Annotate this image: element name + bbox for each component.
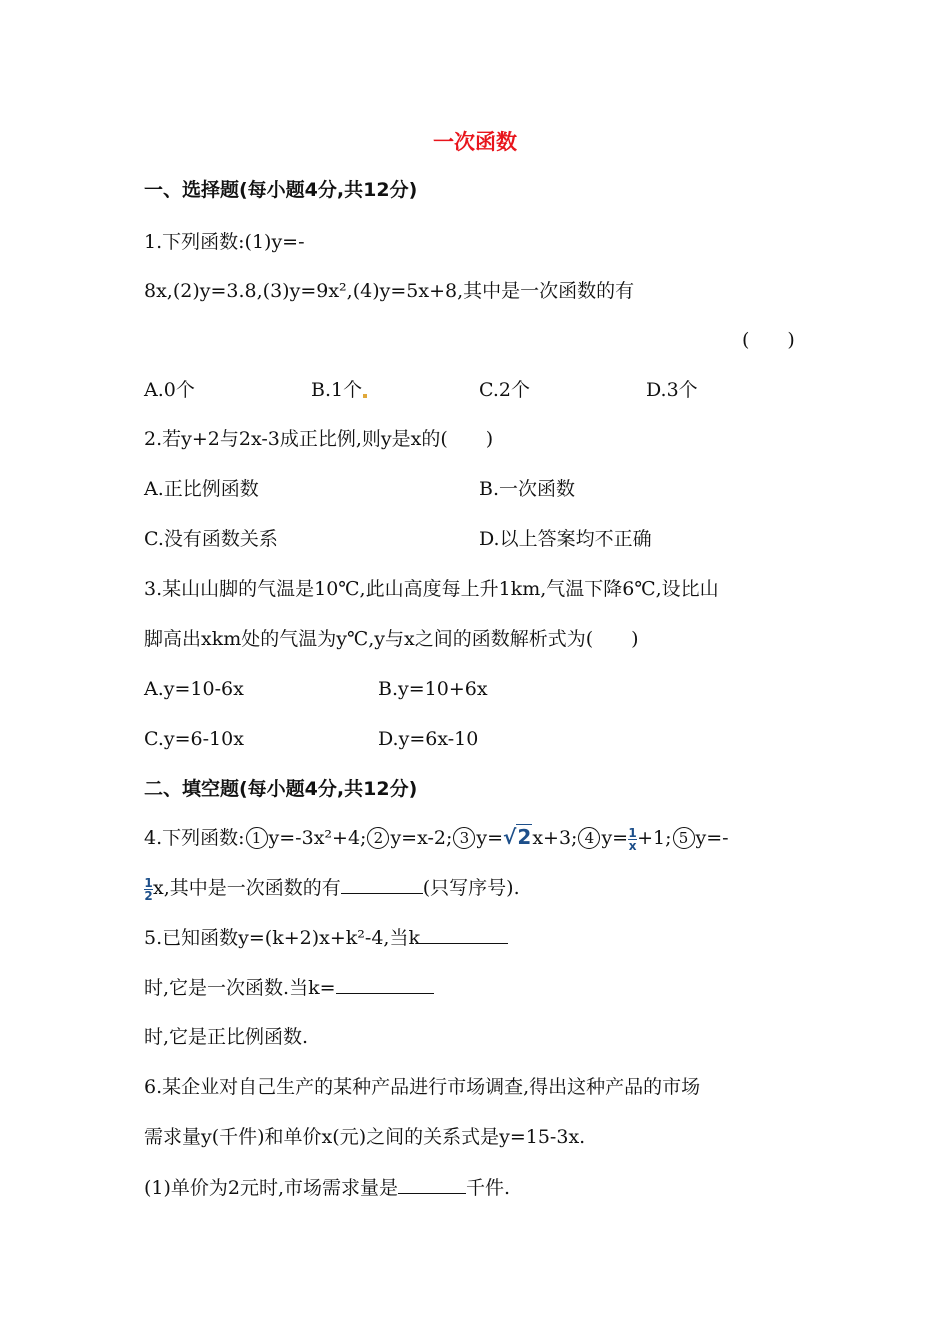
q1-option-b: B.1个 [311, 376, 367, 404]
circled-number-4: 4 [578, 827, 600, 849]
stray-mark [363, 394, 367, 398]
q3-line2: 脚高出xkm处的气温为y℃,y与x之间的函数解析式为( ) [144, 628, 639, 650]
q2-option-d: D.以上答案均不正确 [479, 528, 652, 550]
q2-option-b: B.一次函数 [479, 478, 576, 500]
q3-option-a: A.y=10-6x [144, 678, 244, 700]
circled-number-5: 5 [673, 827, 695, 849]
q1-answer-paren: ( ) [742, 329, 795, 351]
q5-line2: 时,它是一次函数.当k= [144, 973, 434, 1002]
q3-option-d: D.y=6x-10 [378, 728, 479, 750]
section-heading-fill: 二、填空题(每小题4分,共12分) [144, 778, 418, 800]
q3-line1: 3.某山山脚的气温是10℃,此山高度每上升1km,气温下降6℃,设比山 [144, 578, 719, 600]
q1-option-d: D.3个 [646, 379, 698, 401]
q5-line3: 时,它是正比例函数. [144, 1026, 309, 1048]
q6-line2: 需求量y(千件)和单价x(元)之间的关系式是y=15-3x. [144, 1126, 586, 1148]
q1-option-a: A.0个 [144, 379, 195, 401]
q5-answer-blank-2[interactable] [336, 973, 434, 994]
q5-line1: 5.已知函数y=(k+2)x+k²-4,当k [144, 923, 508, 952]
q6-line1: 6.某企业对自己生产的某种产品进行市场调查,得出这种产品的市场 [144, 1076, 701, 1098]
q1-line2: 8x,(2)y=3.8,(3)y=9x²,(4)y=5x+8,其中是一次函数的有 [144, 280, 635, 302]
q1-option-c: C.2个 [479, 379, 530, 401]
q2-stem: 2.若y+2与2x-3成正比例,则y是x的( ) [144, 428, 494, 450]
q4-line2: $\frac{1}{2}$ x,其中是一次函数的有 (只写序号). [144, 873, 520, 902]
circled-number-1: 1 [246, 827, 268, 849]
q4-line1: 4.下列函数: 1 y=-3x²+4; 2 y=x-2; 3 y=√2x+3; 4 y= $\frac{1}{x}$ +1; 5 y=- [144, 825, 729, 853]
q2-option-c: C.没有函数关系 [144, 528, 278, 550]
page-title: 一次函数 [433, 130, 517, 154]
q1-line1: 1.下列函数:(1)y=- [144, 231, 305, 253]
q3-option-c: C.y=6-10x [144, 728, 244, 750]
q6-answer-blank-1[interactable] [398, 1173, 466, 1194]
circled-number-2: 2 [367, 827, 389, 849]
circled-number-3: 3 [453, 827, 475, 849]
q3-option-b: B.y=10+6x [378, 678, 488, 700]
fraction-1-over-2: $\frac{1}{2}$ [144, 875, 153, 903]
q4-answer-blank[interactable] [341, 873, 423, 894]
sqrt-2: √2 [503, 825, 532, 849]
q2-option-a: A.正比例函数 [144, 478, 259, 500]
q5-answer-blank-1[interactable] [420, 923, 508, 944]
fraction-1-over-x: $\frac{1}{x}$ [628, 825, 637, 853]
section-heading-choice: 一、选择题(每小题4分,共12分) [144, 179, 418, 201]
q6-sub1: (1)单价为2元时,市场需求量是 千件. [144, 1173, 510, 1202]
